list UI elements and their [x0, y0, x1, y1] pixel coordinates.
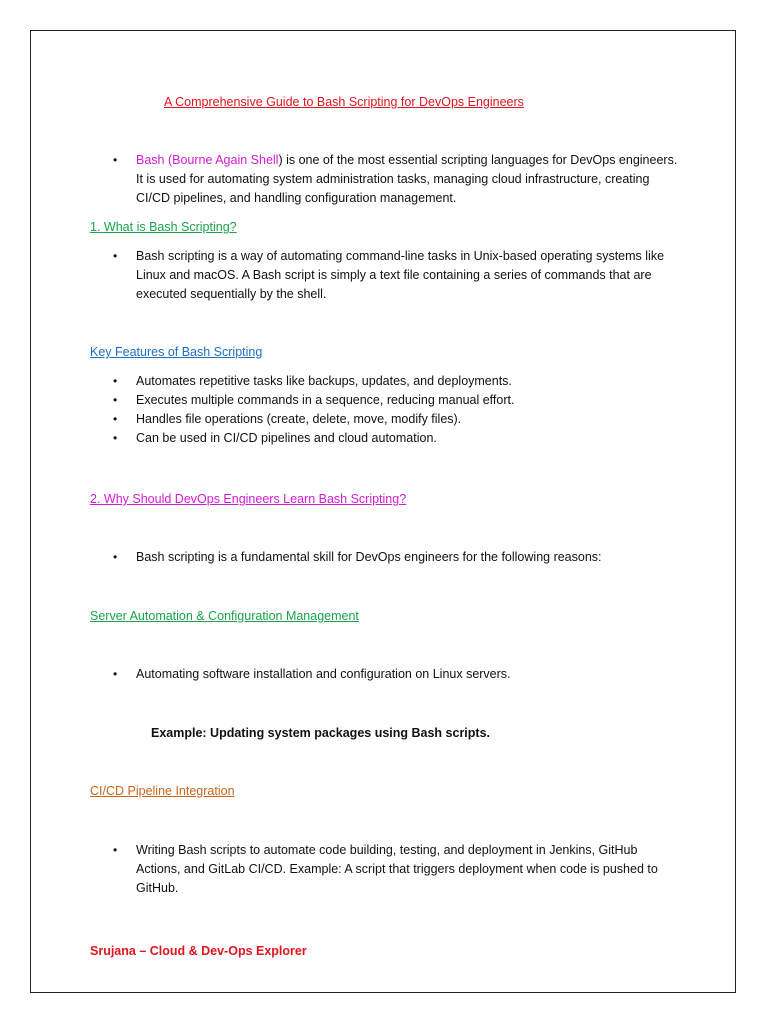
- cicd-line-1: Writing Bash scripts to automate code building, testing, and deployment in Jenkins, GitHub: [136, 843, 638, 857]
- server-automation-heading: Server Automation & Configuration Management: [90, 609, 359, 623]
- bullet-icon: •: [113, 393, 118, 407]
- server-automation-example: Example: Updating system packages using Bash scripts.: [151, 726, 491, 740]
- key-feature-item: Can be used in CI/CD pipelines and cloud automation.: [136, 431, 437, 445]
- cicd-paragraph: [136, 841, 696, 898]
- intro-line-1: ) is one of the most essential scripting languages for DevOps engineers.: [278, 153, 678, 167]
- bullet-icon: •: [113, 667, 118, 681]
- section-1-number: 1.: [90, 220, 101, 234]
- section-1-line-1: Bash scripting is a way of automating command-line tasks in Unix-based operating systems like: [136, 249, 665, 263]
- section-2-number: 2.: [90, 492, 101, 506]
- bullet-icon: •: [113, 550, 118, 564]
- key-feature-item: Executes multiple commands in a sequence, reducing manual effort.: [136, 393, 515, 407]
- bullet-icon: •: [113, 412, 118, 426]
- section-1-heading: [90, 218, 237, 237]
- section-2-item: Bash scripting is a fundamental skill for DevOps engineers for the following reasons:: [136, 550, 602, 564]
- section-2-heading: [90, 490, 406, 509]
- bullet-icon: •: [113, 153, 118, 167]
- server-automation-item: Automating software installation and configuration on Linux servers.: [136, 667, 511, 681]
- key-feature-item: Automates repetitive tasks like backups, updates, and deployments.: [136, 374, 512, 388]
- bullet-icon: •: [113, 843, 118, 857]
- section-1-paragraph: [136, 247, 696, 304]
- section-1-line-2: Linux and macOS. A Bash script is simply a text file containing a series of commands that are: [136, 268, 652, 282]
- intro-line-3: CI/CD pipelines, and handling configuration management.: [136, 191, 457, 205]
- key-features-heading: Key Features of Bash Scripting: [90, 345, 263, 359]
- bullet-icon: •: [113, 249, 118, 263]
- author-footer: Srujana – Cloud & Dev-Ops Explorer: [90, 944, 307, 958]
- cicd-line-3: GitHub.: [136, 881, 179, 895]
- bullet-icon: •: [113, 374, 118, 388]
- bash-highlight: Bash (Bourne Again Shell: [136, 153, 279, 167]
- cicd-heading: CI/CD Pipeline Integration: [90, 784, 235, 798]
- cicd-line-2: Actions, and GitLab CI/CD. Example: A script that triggers deployment when code is pushed to: [136, 862, 658, 876]
- key-feature-item: Handles file operations (create, delete, move, modify files).: [136, 412, 462, 426]
- document-title: A Comprehensive Guide to Bash Scripting for DevOps Engineers: [164, 95, 524, 109]
- section-1-title: What is Bash Scripting?: [103, 220, 237, 234]
- intro-line-2: It is used for automating system administration tasks, managing cloud infrastructure, creating: [136, 172, 650, 186]
- section-1-line-3: executed sequentially by the shell.: [136, 287, 327, 301]
- section-2-title: Why Should DevOps Engineers Learn Bash Scripting?: [103, 492, 407, 506]
- bullet-icon: •: [113, 431, 118, 445]
- intro-paragraph: [136, 151, 696, 208]
